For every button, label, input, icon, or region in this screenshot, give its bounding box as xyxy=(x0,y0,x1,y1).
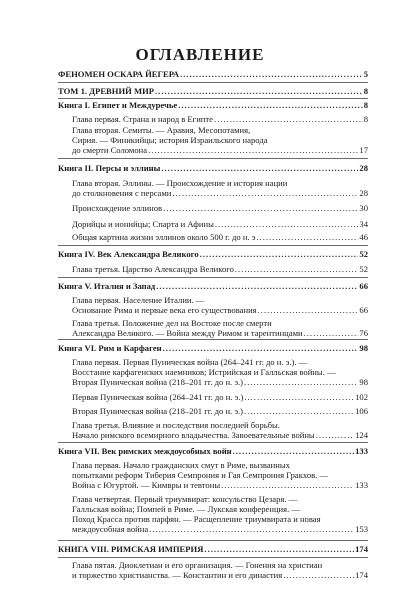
toc-entry-book-1[interactable] xyxy=(58,100,368,110)
toc-page-number: 98 xyxy=(359,343,368,353)
divider xyxy=(58,82,368,83)
toc-page-number: 66 xyxy=(359,305,368,315)
dot-leader xyxy=(233,446,354,456)
toc-page-number: 133 xyxy=(355,480,368,490)
toc-entry-title: Книга I. Египет и Междуречье xyxy=(58,100,178,110)
toc-entry-foreword[interactable] xyxy=(58,69,368,79)
dot-leader xyxy=(149,524,354,534)
toc-entry-chapter[interactable] xyxy=(72,295,368,315)
toc-entry-title: Глава третья. Царство Александра Великого xyxy=(72,264,234,274)
dot-leader xyxy=(161,163,358,173)
toc-page-number: 8 xyxy=(363,86,368,96)
dot-leader xyxy=(163,203,358,213)
toc-entry-title: Вторая Пуническая война (218–201 гг. до н. э.) xyxy=(72,406,244,416)
toc-entry-title-line: Глава первая. Начало гражданских смут в Риме, вызванных xyxy=(72,460,290,470)
toc-entry-section[interactable] xyxy=(72,406,368,416)
toc-entry-title-line: Глава третья. Влияние и последствия последней борьбы. xyxy=(72,420,280,430)
toc-page-number: 34 xyxy=(359,219,368,229)
page-title: ОГЛАВЛЕНИЕ xyxy=(135,45,265,64)
toc-entry-title: Книга II. Персы и эллины xyxy=(58,163,161,173)
toc-entry-title: Дорийцы и ионийцы; Спарта и Афины xyxy=(72,219,214,229)
toc-page-number: 174 xyxy=(355,544,368,554)
toc-page-number: 52 xyxy=(359,249,368,259)
toc-entry-title: Глава первая. Страна и народ в Египте xyxy=(72,114,213,124)
toc-page-number: 8 xyxy=(363,100,368,110)
toc-entry-chapter[interactable] xyxy=(72,357,368,387)
divider xyxy=(58,277,368,278)
toc-page-number: 66 xyxy=(359,281,368,291)
toc-entry-title-line: до столкновения с персами xyxy=(72,188,172,198)
toc-entry-chapter[interactable] xyxy=(72,420,368,440)
toc-entry-title-line: Вторая Пуническая война (218–201 гг. до н. э.) xyxy=(72,377,244,387)
toc-entry-title: Книга VII. Век римских междоусобных войн xyxy=(58,446,232,456)
divider xyxy=(58,98,368,99)
toc-entry-title: КНИГА VIII. РИМСКАЯ ИМПЕРИЯ xyxy=(58,544,204,554)
dot-leader xyxy=(283,570,354,580)
divider xyxy=(58,557,368,558)
toc-page-number: 106 xyxy=(355,406,368,416)
toc-page-number: 46 xyxy=(359,232,368,242)
dot-leader xyxy=(178,100,362,110)
toc-page-number: 5 xyxy=(363,69,368,79)
toc-entry-title-line: Восстание карфагенских наемников; Истрийская и Галльская войны. — xyxy=(72,367,336,377)
toc-page-number: 102 xyxy=(355,392,368,402)
toc-entry-book-8[interactable] xyxy=(58,544,368,554)
toc-entry-chapter[interactable] xyxy=(72,125,368,155)
dot-leader xyxy=(215,219,359,229)
toc-entry-chapter[interactable] xyxy=(72,114,368,124)
toc-entry-title-line: междоусобная война xyxy=(72,524,149,534)
dot-leader xyxy=(163,343,359,353)
toc-entry-chapter[interactable] xyxy=(72,460,368,490)
dot-leader xyxy=(172,188,358,198)
toc-entry-title: Первая Пуническая война (264–241 гг. до н. э.) xyxy=(72,392,244,402)
toc-entry-title: Книга IV. Век Александра Великого xyxy=(58,249,199,259)
toc-entry-title-line: Начало римского всемирного владычества. Завоевательные войны xyxy=(72,430,315,440)
toc-entry-book-4[interactable] xyxy=(58,249,368,259)
dot-leader xyxy=(221,480,354,490)
dot-leader xyxy=(304,328,359,338)
dot-leader xyxy=(180,69,363,79)
divider xyxy=(58,442,368,443)
toc-entry-title-line: Поход Красса против парфян. — Расщепление триумвирата и новая xyxy=(72,514,321,524)
dot-leader xyxy=(155,86,363,96)
toc-entry-title: Происхождение эллинов xyxy=(72,203,163,213)
divider xyxy=(58,540,368,541)
toc-entry-chapter[interactable] xyxy=(72,560,368,580)
toc-page-number: 153 xyxy=(355,524,368,534)
toc-entry-volume-1[interactable] xyxy=(58,86,368,96)
toc-entry-title-line: Основание Рима и первые века его существования xyxy=(72,305,257,315)
dot-leader xyxy=(258,305,359,315)
divider xyxy=(58,158,368,159)
toc-page-number: 76 xyxy=(359,328,368,338)
toc-page-number: 28 xyxy=(359,188,368,198)
toc-entry-book-5[interactable] xyxy=(58,281,368,291)
toc-entry-title: ТОМ 1. ДРЕВНИЙ МИР xyxy=(58,86,155,96)
toc-entry-title-line: Александра Великого. — Война между Римом и тарентинцами xyxy=(72,328,303,338)
toc-entry-chapter[interactable] xyxy=(72,318,368,338)
toc-page-number: 17 xyxy=(359,145,368,155)
toc-page-number: 30 xyxy=(359,203,368,213)
dot-leader xyxy=(256,232,358,242)
toc-entry-chapter[interactable] xyxy=(72,264,368,274)
toc-entry-section[interactable] xyxy=(72,392,368,402)
toc-page-number: 28 xyxy=(359,163,368,173)
dot-leader xyxy=(214,114,363,124)
toc-entry-title: ФЕНОМЕН ОСКАРА ЙЕГЕРА xyxy=(58,69,180,79)
dot-leader xyxy=(244,392,354,402)
toc-entry-title: Общая картина жизни эллинов около 500 г. до н. э xyxy=(72,232,256,242)
toc-entry-chapter[interactable] xyxy=(72,494,368,534)
toc-entry-title-line: Глава пятая. Диоклетиан и его организация. — Гонения на христиан xyxy=(72,560,323,570)
toc-entry-section[interactable] xyxy=(72,203,368,213)
toc-entry-book-6[interactable] xyxy=(58,343,368,353)
toc-page-number: 98 xyxy=(359,377,368,387)
dot-leader xyxy=(316,430,354,440)
dot-leader xyxy=(244,377,358,387)
toc-entry-title-line: до смерти Соломона xyxy=(72,145,148,155)
toc-entry-title-line: Глава вторая. Семиты. — Аравия, Месопотамия, xyxy=(72,125,251,135)
toc-entry-chapter[interactable] xyxy=(72,178,368,198)
dot-leader xyxy=(148,145,358,155)
toc-entry-title-line: попытками реформ Тиберия Семпрония и Гая Семпрония Гракхов. — xyxy=(72,470,329,480)
divider xyxy=(58,245,368,246)
toc-entry-title-line: Глава первая. Население Италии. — xyxy=(72,295,205,305)
toc-entry-section[interactable] xyxy=(72,219,368,229)
toc-entry-title-line: Глава третья. Положение дел на Востоке после смерти xyxy=(72,318,272,328)
toc-entry-title-line: и торжество христианства. — Константин и его династия xyxy=(72,570,283,580)
toc-entry-book-2[interactable] xyxy=(58,163,368,173)
toc-entry-book-7[interactable] xyxy=(58,446,368,456)
dot-leader xyxy=(156,281,358,291)
toc-page-number: 52 xyxy=(359,264,368,274)
toc-entry-title: Книга VI. Рим и Карфаген xyxy=(58,343,162,353)
toc-entry-title-line: Глава четвертая. Первый триумвират: консульство Цезаря. — xyxy=(72,494,298,504)
toc-entry-title-line: Глава первая. Первая Пуническая война (264–241 гг. до н. э.). — xyxy=(72,357,308,367)
toc-entry-title-line: Сирия. — Финикийцы; история Израильского народа xyxy=(72,135,268,145)
dot-leader xyxy=(244,406,354,416)
toc-entry-section[interactable] xyxy=(72,232,368,242)
toc-page-number: 133 xyxy=(355,446,368,456)
toc-page-number: 174 xyxy=(355,570,368,580)
dot-leader xyxy=(204,544,354,554)
dot-leader xyxy=(235,264,359,274)
toc-page-number: 124 xyxy=(355,430,368,440)
toc-entry-title: Книга V. Италия и Запад xyxy=(58,281,156,291)
toc-entry-title-line: Галльская война; Помпей в Риме. — Лукская конференция. — xyxy=(72,504,300,514)
divider xyxy=(58,339,368,340)
toc-page-number: 8 xyxy=(363,114,368,124)
dot-leader xyxy=(200,249,359,259)
toc-entry-title-line: Глава вторая. Эллины. — Происхождение и история нации xyxy=(72,178,288,188)
toc-entry-title-line: Война с Югуртой. — Кимвры и тевтоны xyxy=(72,480,221,490)
